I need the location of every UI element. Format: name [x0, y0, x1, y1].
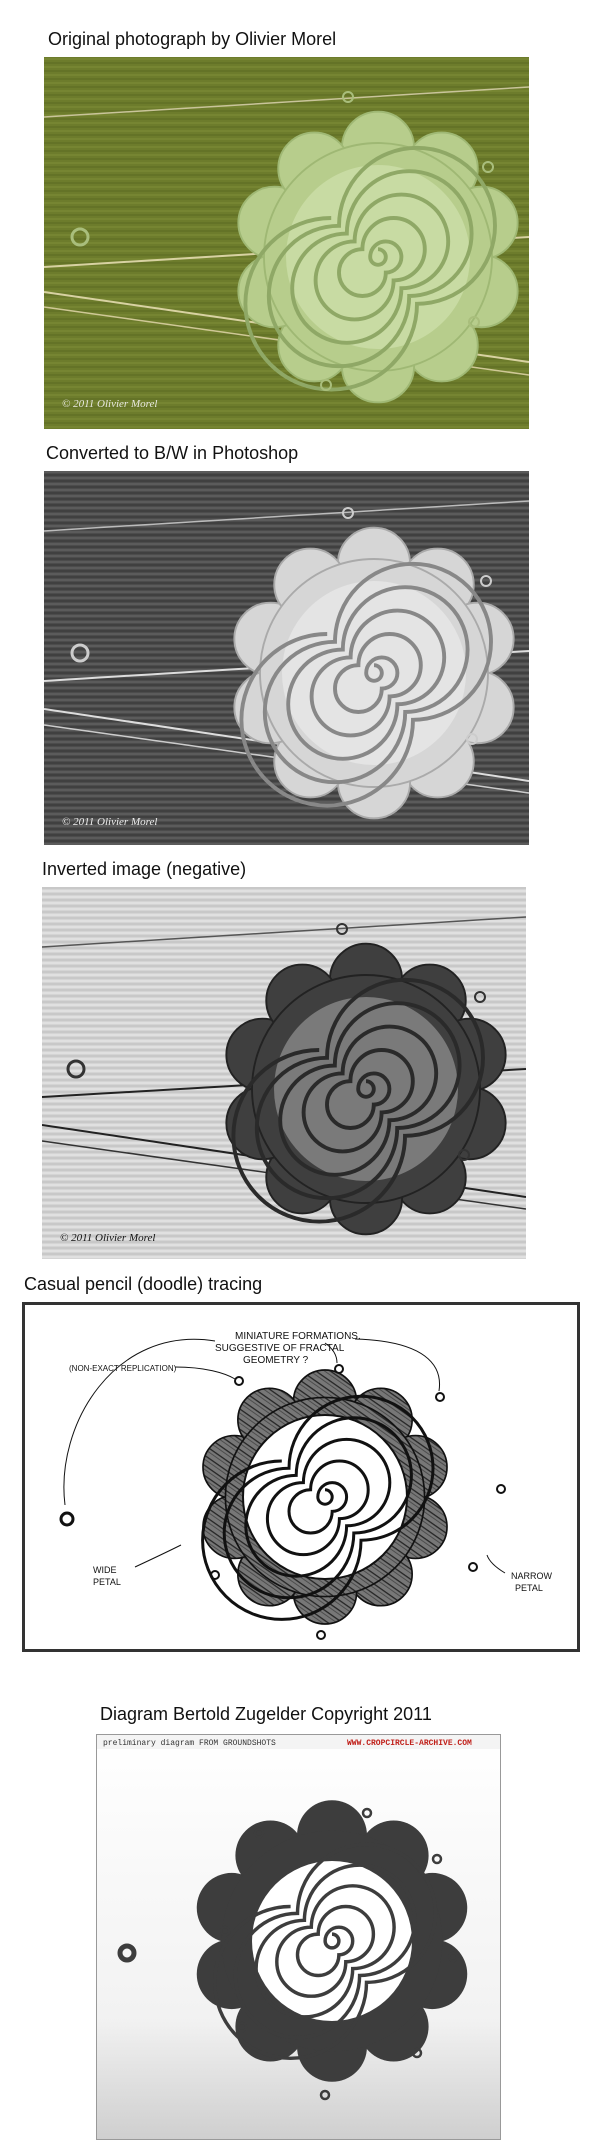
diagram-panel [96, 1734, 501, 2140]
diagram-header-left: preliminary diagram FROM GROUNDSHOTS [103, 1739, 276, 1748]
caption-original-photo: Original photograph by Olivier Morel [48, 29, 337, 49]
caption-bw: Converted to B/W in Photoshop [46, 443, 299, 463]
original-photo-panel [44, 57, 529, 429]
note-line2: SUGGESTIVE OF FRACTAL [215, 1343, 345, 1354]
diagram-header-right: WWW.CROPCIRCLE-ARCHIVE.COM [347, 1739, 472, 1748]
note-line1: MINIATURE FORMATIONS. [235, 1331, 361, 1342]
watermark: © 2011 Olivier Morel [62, 398, 158, 410]
note-wide-1: WIDE [93, 1565, 117, 1575]
bw-photo-panel [44, 471, 529, 845]
watermark-negative: © 2011 Olivier Morel [60, 1232, 156, 1244]
note-wide-2: PETAL [93, 1577, 121, 1587]
note-narrow-1: NARROW [511, 1571, 552, 1581]
caption-doodle: Casual pencil (doodle) tracing [24, 1274, 263, 1294]
inverted-photo-panel [42, 887, 526, 1259]
note-non-exact: (NON-EXACT REPLICATION) [69, 1364, 177, 1373]
doodle-panel [22, 1302, 580, 1652]
note-narrow-2: PETAL [515, 1583, 543, 1593]
caption-inverted: Inverted image (negative) [42, 859, 247, 879]
note-line3: GEOMETRY ? [243, 1355, 309, 1366]
caption-diagram: Diagram Bertold Zugelder Copyright 2011 [100, 1704, 432, 1724]
watermark-bw: © 2011 Olivier Morel [62, 816, 158, 828]
